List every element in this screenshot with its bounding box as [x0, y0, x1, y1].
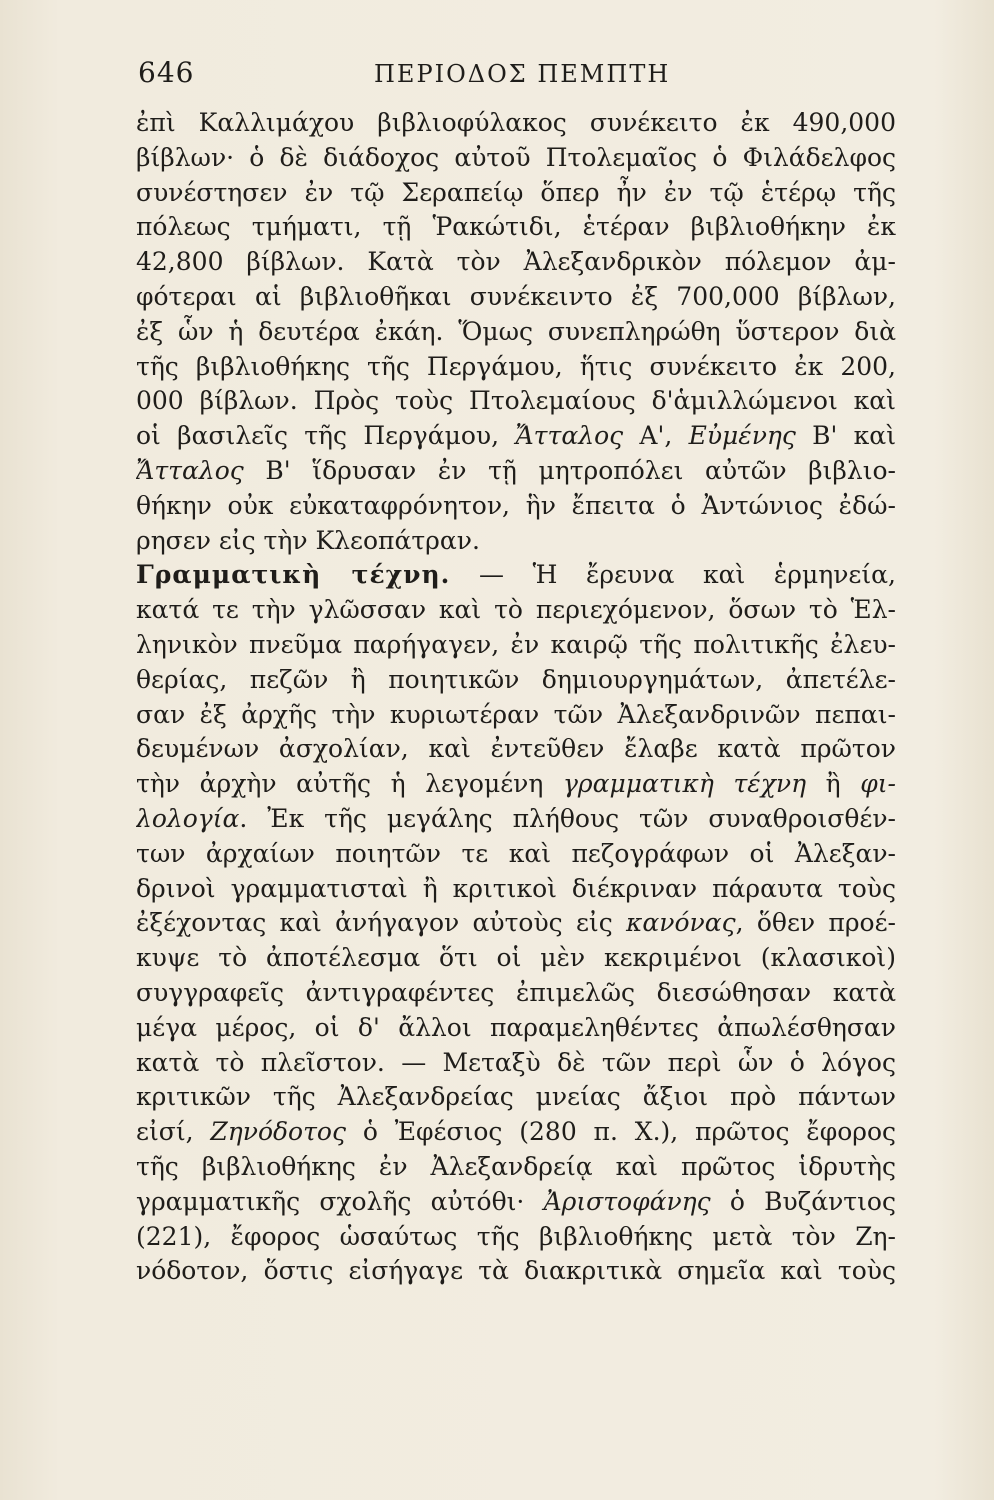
- text-line: ἐπὶ Καλλιμάχου βιβλιοφύλακος συνέκειτο ἐκ 490,000: [136, 108, 896, 137]
- text-line: των ἀρχαίων ποιητῶν τε καὶ πεζογράφων οἱ Ἀλεξαν-: [136, 838, 896, 868]
- section-heading-line: [136, 558, 896, 593]
- text-line: κατά τε τὴν γλῶσσαν καὶ τὸ περιεχόμενον, ὅσων τὸ Ἑλ-: [136, 595, 896, 625]
- section-heading: Γραμματικὴ τέχνη.: [136, 560, 451, 590]
- italic-term: φι-: [860, 769, 896, 799]
- text-line: [136, 1185, 896, 1220]
- text-run: , ὅθεν προέ-: [735, 908, 896, 938]
- text-run: ὁ Βυζάντιος: [710, 1186, 896, 1216]
- text-run: τὴν ἀρχὴν αὐτῆς ἡ λεγομένη: [136, 769, 563, 799]
- text-line: συνέστησεν ἐν τῷ Σεραπείῳ ὅπερ ἦν ἐν τῷ ἑτέρῳ τῆς: [136, 177, 896, 207]
- text-line: βίβλων· ὁ δὲ διάδοχος αὐτοῦ Πτολεμαῖος ὁ Φιλάδελφος: [136, 142, 896, 172]
- text-line: [136, 419, 896, 454]
- text-run: ἢ: [806, 769, 861, 799]
- text-line: [136, 767, 896, 802]
- text-line: (221), ἔφορος ὡσαύτως τῆς βιβλιοθήκης μετὰ τὸν Ζη-: [136, 1221, 896, 1251]
- text-line: 42,800 βίβλων. Κατὰ τὸν Ἀλεξανδρικὸν πόλεμον ἀμ-: [136, 247, 896, 277]
- text-line: δευμένων ἀσχολίαν, καὶ ἐντεῦθεν ἔλαβε κατὰ πρῶτον: [136, 734, 896, 764]
- body-text: [136, 106, 896, 1289]
- italic-term: λολογία: [136, 803, 240, 833]
- text-run: Β' καὶ: [795, 421, 896, 451]
- italic-term: γραμματικὴ τέχνη: [562, 769, 807, 799]
- text-run: οἱ βασιλεῖς τῆς Περγάμου,: [136, 421, 516, 451]
- text-line: [136, 906, 896, 941]
- italic-name: Ζηνόδοτος: [210, 1117, 346, 1147]
- text-line: θήκην οὐκ εὐκαταφρόνητον, ἣν ἔπειτα ὁ Ἀντώνιος ἐδώ-: [136, 490, 896, 520]
- text-line: [136, 1115, 896, 1150]
- italic-name: Ἄτταλος: [136, 455, 244, 485]
- text-run: — Ἡ ἔρευνα καὶ ἑρμηνεία,: [450, 560, 896, 590]
- running-head: ΠΕΡΙΟΔΟΣ ΠΕΜΠΤΗ: [374, 60, 671, 88]
- italic-term: κανόνας: [626, 908, 736, 938]
- text-line: κριτικῶν τῆς Ἀλεξανδρείας μνείας ἄξιοι πρὸ πάντων: [136, 1082, 896, 1112]
- text-run: γραμματικῆς σχολῆς αὐτόθι·: [136, 1186, 544, 1216]
- text-line: [136, 454, 896, 489]
- text-line: τῆς βιβλιοθήκης ἐν Ἀλεξανδρείᾳ καὶ πρῶτος ἱδρυτὴς: [136, 1151, 896, 1181]
- text-line: φότεραι αἱ βιβλιοθῆκαι συνέκειντο ἐξ 700,000 βίβλων,: [136, 281, 896, 311]
- text-line: τῆς βιβλιοθήκης τῆς Περγάμου, ἥτις συνέκειτο ἐκ 200,: [136, 351, 896, 381]
- text-line: ληνικὸν πνεῦμα παρήγαγεν, ἐν καιρῷ τῆς πολιτικῆς ἐλευ-: [136, 629, 896, 659]
- italic-name: Εὐμένης: [688, 421, 796, 451]
- text-run: ἐξέχοντας καὶ ἀνήγαγον αὐτοὺς εἰς: [136, 908, 627, 938]
- text-line: ρησεν εἰς τὴν Κλεοπάτραν.: [136, 525, 480, 555]
- text-line: [136, 802, 896, 837]
- text-line: συγγραφεῖς ἀντιγραφέντες ἐπιμελῶς διεσώθησαν κατὰ: [136, 977, 896, 1007]
- text-run: Β' ἵδρυσαν ἐν τῇ μητροπόλει αὐτῶν βιβλιο-: [243, 455, 896, 485]
- text-line: ἐξ ὧν ἡ δευτέρα ἐκάη. Ὅμως συνεπληρώθη ὕστερον διὰ: [136, 316, 896, 346]
- text-line: σαν ἐξ ἀρχῆς τὴν κυριωτέραν τῶν Ἀλεξανδρινῶν πεπαι-: [136, 699, 896, 729]
- page-number: 646: [138, 56, 195, 89]
- italic-name: Ἄτταλος: [515, 421, 624, 451]
- text-line: μέγα μέρος, οἱ δ' ἄλλοι παραμεληθέντες ἀπωλέσθησαν: [136, 1012, 896, 1042]
- text-line: δρινοὶ γραμματισταὶ ἢ κριτικοὶ διέκριναν πάραυτα τοὺς: [136, 873, 896, 903]
- text-line: νόδοτον, ὅστις εἰσήγαγε τὰ διακριτικὰ σημεῖα καὶ τοὺς: [136, 1256, 896, 1286]
- italic-name: Ἀριστοφάνης: [543, 1186, 711, 1216]
- text-run: εἰσί,: [136, 1117, 211, 1147]
- text-line: 000 βίβλων. Πρὸς τοὺς Πτολεμαίους δ'ἁμιλλώμενοι καὶ: [136, 386, 896, 416]
- text-run: . Ἐκ τῆς μεγάλης πλήθους τῶν συναθροισθέν-: [239, 803, 896, 833]
- text-line: θερίας, πεζῶν ἢ ποιητικῶν δημιουργημάτων, ἀπετέλε-: [136, 664, 896, 694]
- text-run: Α',: [623, 421, 689, 451]
- text-line: κατὰ τὸ πλεῖστον. — Μεταξὺ δὲ τῶν περὶ ὧν ὁ λόγος: [136, 1047, 896, 1077]
- text-line: πόλεως τμήματι, τῇ Ῥακώτιδι, ἑτέραν βιβλιοθήκην ἐκ: [136, 212, 896, 242]
- page-header: [134, 52, 866, 98]
- text-run: ὁ Ἐφέσιος (280 π. Χ.), πρῶτος ἔφορος: [346, 1117, 896, 1147]
- text-line: κυψε τὸ ἀποτέλεσμα ὅτι οἱ μὲν κεκριμένοι (κλασικοὶ): [136, 943, 896, 973]
